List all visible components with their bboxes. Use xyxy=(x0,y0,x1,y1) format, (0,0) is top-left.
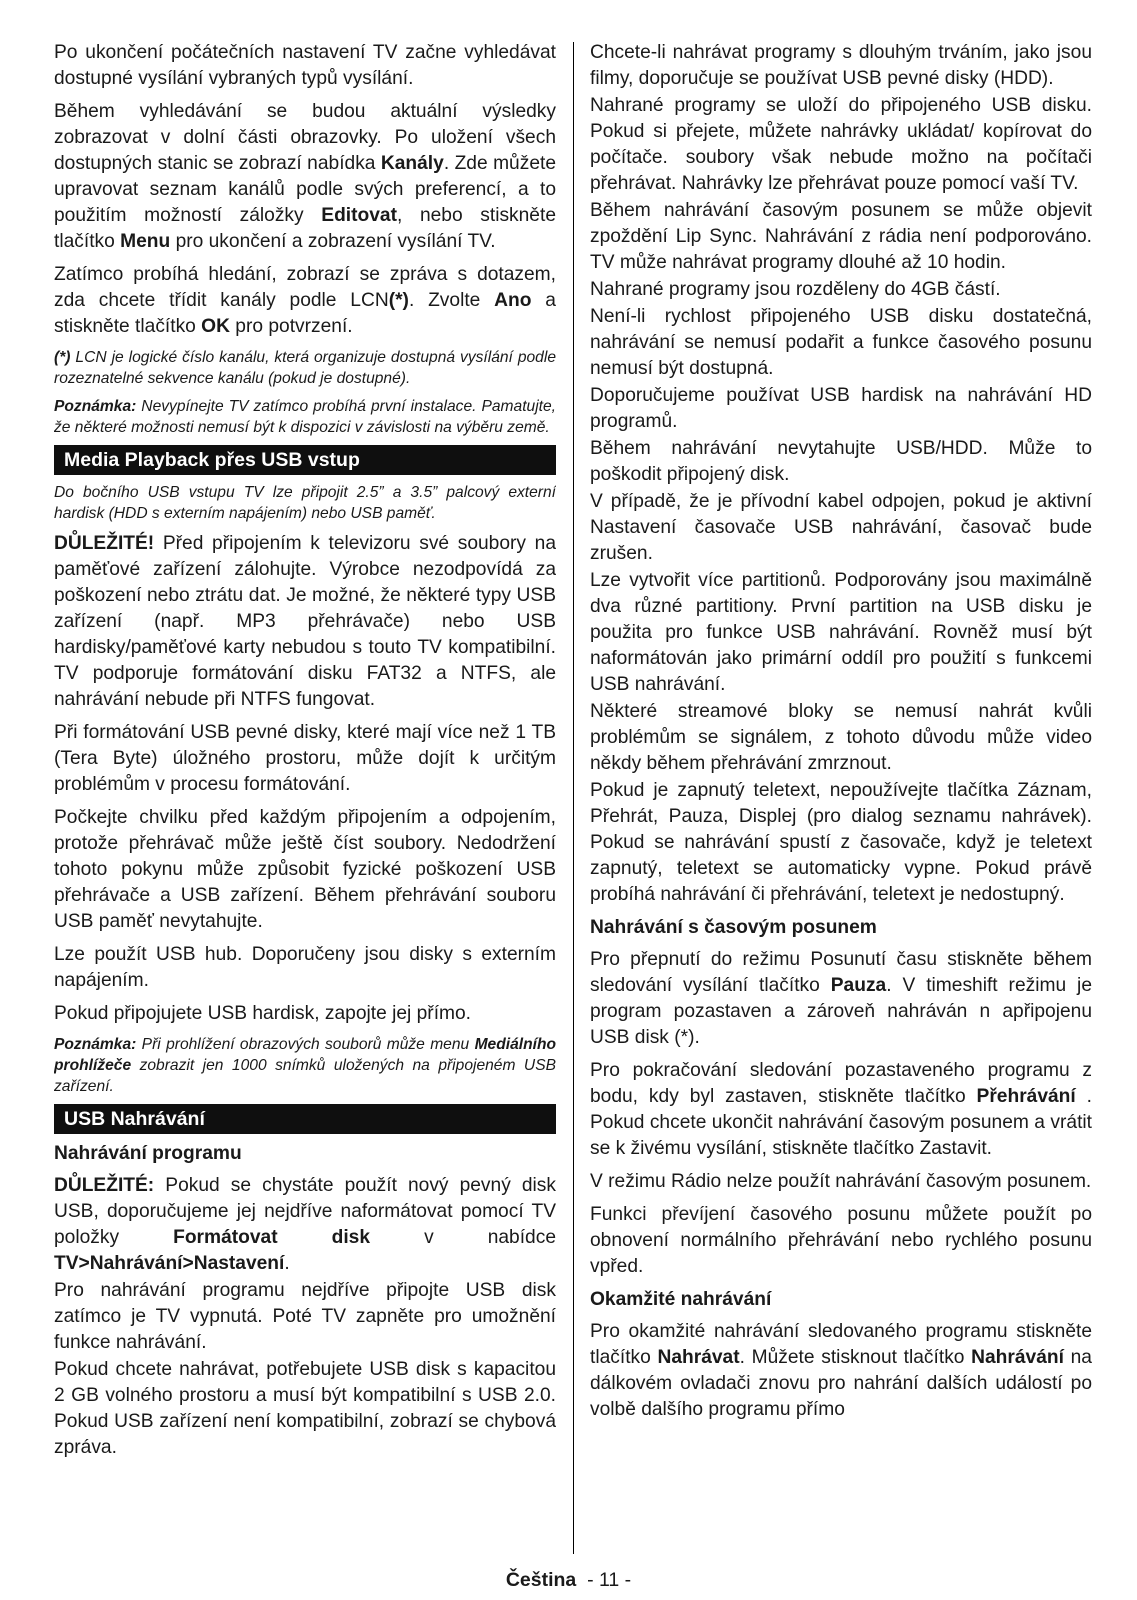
paragraph: DŮLEŽITÉ: Pokud se chystáte použít nový pevný disk USB, doporučujeme jej nejdříve naformátovat pomocí TV položky Formátovat disk v nabídce TV>Nahrávání>Nastavení. xyxy=(54,1175,556,1274)
paragraph: Při formátování USB pevné disky, které mají více než 1 TB (Tera Byte) úložného prostoru, může dojít k určitým problémům v procesu formátování. xyxy=(54,722,556,795)
right-column xyxy=(590,40,1092,1550)
paragraph: Funkci převíjení časového posunu můžete použít po obnovení normálního přehrávání nebo rychlého posunu vpřed. xyxy=(590,1204,1092,1277)
footnote: (*) LCN je logické číslo kanálu, která organizuje dostupná vysílání podle rozeznatelné sekvence kanálu (pokud je dostupné). xyxy=(54,349,556,387)
paragraph: Pokud je zapnutý teletext, nepoužívejte tlačítka Záznam, Přehrát, Pauza, Displej (pro dialog seznamu nahrávek). Pokud se nahrávání spustí z časovače, když je teletext zapnutý, teletext se automaticky vypne. Pokud právě probíhá nahrávání či přehrávání, teletext je nedostupný. xyxy=(590,780,1092,905)
paragraph: Nahrané programy jsou rozděleny do 4GB částí. xyxy=(590,279,1001,300)
paragraph: DŮLEŽITÉ! Před připojením k televizoru své soubory na paměťové zařízení zálohujte. Výrobce nezodpovídá za poškození nebo ztrátu dat. Je možné, že některé typy USB zařízení (např. MP3 přehrávače) nebo USB hardisky/paměťové karty nebudou s touto TV kompatibilní. TV podporuje formátování disku FAT32 a NTFS, ale nahrávání nebude při NTFS fungovat. xyxy=(54,533,556,710)
paragraph: V režimu Rádio nelze použít nahrávání časovým posunem. xyxy=(590,1171,1092,1192)
paragraph: Během nahrávání časovým posunem se může objevit zpoždění Lip Sync. Nahrávání z rádia není podporováno. TV může nahrávat programy dlouhé až 10 hodin. xyxy=(590,200,1092,273)
paragraph: Lze použít USB hub. Doporučeny jsou disky s externím napájením. xyxy=(54,944,556,991)
page-number: - 11 - xyxy=(587,1569,632,1591)
paragraph: Počkejte chvilku před každým připojením a odpojením, protože přehrávač může ještě číst soubory. Nedodržení tohoto pokynu může způsobit fyzické poškození USB přehrávače a USB zařízení. Během přehrávání souboru USB paměť nevytahujte. xyxy=(54,807,556,932)
footer-language: Čeština xyxy=(505,1569,577,1591)
paragraph: V případě, že je přívodní kabel odpojen, pokud je aktivní Nastavení časovače USB nahrávání, časovač bude zrušen. xyxy=(590,491,1092,564)
paragraph: Pro přepnutí do režimu Posunutí času stiskněte během sledování vysílání tlačítko Pauza. V timeshift režimu je program pozastaven a zároveň nahráván n apřipojenu USB disk (*). xyxy=(590,949,1092,1048)
section-heading-media-playback: Media Playback přes USB vstup xyxy=(54,445,556,475)
paragraph: Pro nahrávání programu nejdříve připojte USB disk zatímco je TV vypnutá. Poté TV zapněte pro umožnění funkce nahrávání. xyxy=(54,1280,556,1353)
paragraph: Během vyhledávání se budou aktuální výsledky zobrazovat v dolní části obrazovky. Po uložení všech dostupných stanic se zobrazí nabídka Kanály. Zde můžete upravovat seznam kanálů podle svých preferencí, a to použitím možností záložky Editovat, nebo stiskněte tlačítko Menu pro ukončení a zobrazení vysílání TV. xyxy=(54,101,556,252)
paragraph: Některé streamové bloky se nemusí nahrát kvůli problémům se signálem, z tohoto důvodu může video někdy během přehrávání zmrznout. xyxy=(590,701,1092,774)
note: Poznámka: Nevypínejte TV zatímco probíhá první instalace. Pamatujte, že některé možnosti nemusí být k dispozici v závislosti na výběru země. xyxy=(54,398,556,436)
subheading-program-recording: Nahrávání programu xyxy=(54,1143,242,1164)
paragraph: Zatímco probíhá hledání, zobrazí se zpráva s dotazem, zda chcete třídit kanály podle LCN(*). Zvolte Ano a stiskněte tlačítko OK pro potvrzení. xyxy=(54,264,556,337)
subheading-timeshift-recording: Nahrávání s časovým posunem xyxy=(590,917,877,938)
paragraph: Pokud připojujete USB hardisk, zapojte jej přímo. xyxy=(54,1003,472,1024)
paragraph: Během nahrávání nevytahujte USB/HDD. Může to poškodit připojený disk. xyxy=(590,438,1092,485)
note: Do bočního USB vstupu TV lze připojit 2.5” a 3.5” palcový externí hardisk (HDD s externím napájením) nebo USB paměť. xyxy=(54,484,556,522)
paragraph: Lze vytvořit více partitionů. Podporovány jsou maximálně dva různé partitiony. První partition na USB disku je použita pro funkce USB nahrávání. Rovněž musí být naformátován jako primární oddíl pro použití s funkcemi USB nahrávání. xyxy=(590,570,1092,695)
paragraph: Pro pokračování sledování pozastaveného programu z bodu, kdy byl zastaven, stiskněte tlačítko Přehrávání . Pokud chcete ukončit nahrávání časovým posunem a vrátit se k živému vysílání, stiskněte tlačítko Zastavit. xyxy=(590,1060,1092,1159)
column-divider xyxy=(573,42,574,1554)
paragraph: Chcete-li nahrávat programy s dlouhým trváním, jako jsou filmy, doporučuje se používat USB pevné disky (HDD). xyxy=(590,42,1092,89)
paragraph: Po ukončení počátečních nastavení TV začne vyhledávat dostupné vysílání vybraných typů vysílání. xyxy=(54,42,556,89)
note: Poznámka: Při prohlížení obrazových souborů může menu Mediálního prohlížeče zobrazit jen 1000 snímků uložených na připojeném USB zařízení. xyxy=(54,1036,556,1095)
subheading-instant-recording: Okamžité nahrávání xyxy=(590,1289,772,1310)
left-column xyxy=(54,40,556,1550)
paragraph: Pokud chcete nahrávat, potřebujete USB disk s kapacitou 2 GB volného prostoru a musí být kompatibilní s USB 2.0. Pokud USB zařízení není kompatibilní, zobrazí se chybová zpráva. xyxy=(54,1359,556,1458)
paragraph: Doporučujeme používat USB hardisk na nahrávání HD programů. xyxy=(590,385,1092,432)
paragraph: Nahrané programy se uloží do připojeného USB disku. Pokud si přejete, můžete nahrávky ukládat/ kopírovat do počítače. soubory však nebude možno na počítači přehrávat. Nahrávky lze přehrávat pouze pomocí vaší TV. xyxy=(590,95,1092,194)
paragraph: Pro okamžité nahrávání sledovaného programu stiskněte tlačítko Nahrávat. Můžete stisknout tlačítko Nahrávání na dálkovém ovladači znovu pro nahrání dalších událostí po volbě dalšího programu přímo xyxy=(590,1321,1092,1420)
paragraph: Není-li rychlost připojeného USB disku dostatečná, nahrávání se nemusí podařit a funkce časového posunu nemusí být dostupná. xyxy=(590,306,1092,379)
page-footer xyxy=(0,1568,1137,1592)
section-heading-usb-recording: USB Nahrávání xyxy=(54,1104,556,1134)
